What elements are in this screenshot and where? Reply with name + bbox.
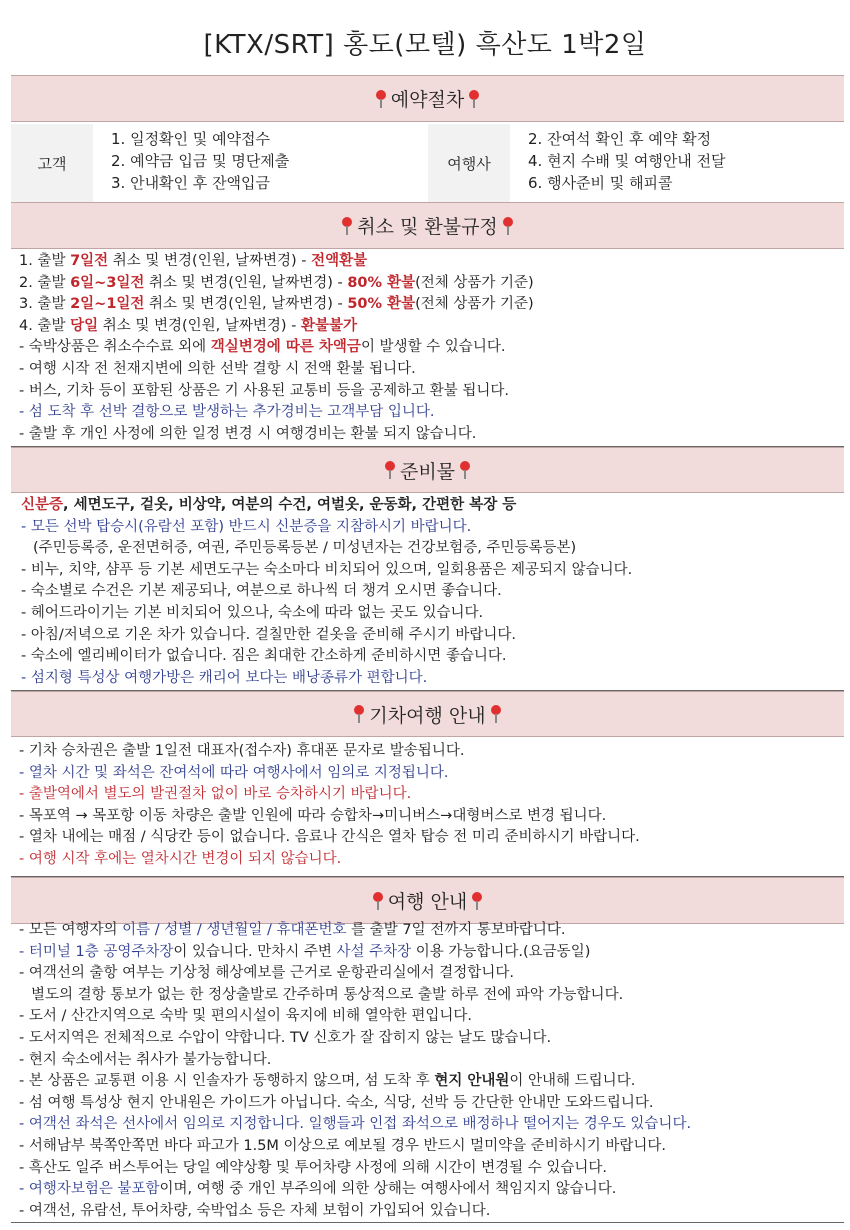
text-segment: - 섬지형 특성상 여행가방은 캐리어 보다는 배낭종류가 편합니다. bbox=[21, 669, 428, 686]
list-item bbox=[19, 424, 849, 446]
supplies-list bbox=[21, 495, 850, 689]
text-segment: - 출발역에서 별도의 발권절차 없이 바로 승차하시기 바랍니다. bbox=[19, 786, 412, 803]
list-item bbox=[19, 1179, 849, 1201]
section-title: 기차여행 안내 bbox=[369, 704, 486, 727]
section-header-prep bbox=[11, 447, 844, 493]
text-segment: - 여객선 좌석은 선사에서 임의로 지정합니다. 일행들과 인접 좌석으로 배정하나 떨어지는 경우도 있습니다. bbox=[19, 1116, 692, 1133]
list-item bbox=[21, 538, 850, 560]
pushpin-icon bbox=[471, 892, 483, 910]
text-segment: 이 발생할 수 있습니다. bbox=[360, 339, 506, 356]
section-header-reservation bbox=[11, 75, 844, 122]
list-item bbox=[19, 920, 849, 942]
agency-step: 6. 행사준비 및 해피콜 bbox=[528, 174, 673, 192]
text-segment: 6일~3일전 bbox=[70, 274, 145, 291]
text-segment: (전체 상품가 기준) bbox=[415, 296, 534, 313]
text-segment: 이며, 여행 중 개인 부주의에 의한 상해는 여행사에서 책임지지 않습니다. bbox=[159, 1181, 617, 1198]
text-segment: (주민등록증, 운전면허증, 여권, 주민등록등본 / 미성년자는 건강보험증, 주민등록등본) bbox=[33, 540, 577, 557]
text-segment: - 열차 내에는 매점 / 식당칸 등이 없습니다. 음료나 간식은 열차 탑승 전 미리 준비하시기 바랍니다. bbox=[19, 829, 640, 846]
divider bbox=[11, 1222, 844, 1223]
section-header-cancel bbox=[11, 202, 844, 249]
cancel-policy-list bbox=[19, 251, 849, 445]
text-segment: 취소 및 변경(인원, 날짜변경) - bbox=[144, 274, 348, 291]
list-item bbox=[21, 560, 850, 582]
text-segment: 3. 출발 bbox=[19, 296, 71, 313]
text-segment: - 비누, 치약, 샴푸 등 기본 세면도구는 숙소마다 비치되어 있으며, 일회용품은 제공되지 않습니다. bbox=[21, 561, 633, 578]
list-item bbox=[19, 1201, 849, 1223]
pushpin-icon bbox=[341, 217, 353, 235]
text-segment: 2일~1일전 bbox=[70, 296, 145, 313]
agency-step: 2. 잔여석 확인 후 예약 확정 bbox=[528, 130, 712, 148]
list-item bbox=[19, 337, 849, 359]
text-segment: 사설 주차장 bbox=[336, 943, 412, 960]
list-item bbox=[21, 495, 850, 517]
list-item bbox=[21, 581, 850, 603]
list-item bbox=[19, 741, 849, 763]
list-item bbox=[19, 1006, 849, 1028]
customer-step: 3. 안내확인 후 잔액입금 bbox=[111, 174, 271, 192]
train-guide-list bbox=[19, 741, 849, 871]
text-segment: - 여객선의 출항 여부는 기상청 해상예보를 근거로 운항관리실에서 결정합니다. bbox=[19, 965, 514, 982]
list-item bbox=[19, 1050, 849, 1072]
list-item bbox=[19, 381, 849, 403]
pushpin-icon bbox=[384, 461, 396, 479]
agency-steps bbox=[510, 124, 844, 202]
text-segment: 이름 / 성별 / 생년월일 / 휴대폰번호 bbox=[122, 922, 347, 938]
text-segment: - 섬 여행 특성상 현지 안내원은 가이드가 아닙니다. 숙소, 식당, 선박 등 간단한 안내만 도와드립니다. bbox=[19, 1094, 654, 1111]
list-item bbox=[19, 1093, 849, 1115]
text-segment: 전액환불 bbox=[311, 253, 368, 269]
list-item bbox=[19, 1028, 849, 1050]
customer-step: 2. 예약금 입금 및 명단제출 bbox=[111, 152, 290, 170]
text-segment: - 섬 도착 후 선박 결항으로 발생하는 추가경비는 고객부담 입니다. bbox=[19, 404, 435, 421]
list-item bbox=[21, 646, 850, 668]
text-segment: (전체 상품가 기준) bbox=[415, 274, 534, 291]
pushpin-icon bbox=[459, 461, 471, 479]
list-item bbox=[19, 1071, 849, 1093]
text-segment: 이 있습니다. 만차시 주변 bbox=[173, 943, 337, 960]
list-item bbox=[19, 806, 849, 828]
agency-label: 여행사 bbox=[447, 154, 491, 173]
text-segment: 취소 및 변경(인원, 날짜변경) - bbox=[144, 296, 348, 313]
list-item bbox=[19, 985, 849, 1007]
text-segment: - 서해남부 북쪽안쪽먼 바다 파고가 1.5M 이상으로 예보될 경우 반드시 멀미약을 준비하시기 바랍니다. bbox=[19, 1137, 666, 1154]
section-title: 취소 및 환불규정 bbox=[357, 216, 498, 238]
section-header-train bbox=[11, 691, 844, 737]
travel-guide-list bbox=[19, 920, 849, 1222]
list-item bbox=[19, 763, 849, 785]
pushpin-icon bbox=[502, 217, 514, 235]
text-segment: - 헤어드라이기는 기본 비치되어 있으나, 숙소에 따라 없는 곳도 있습니다. bbox=[21, 604, 484, 621]
agency-step: 4. 현지 수배 및 여행안내 전달 bbox=[528, 152, 726, 170]
pushpin-icon bbox=[375, 90, 387, 108]
text-segment: - 현지 숙소에서는 취사가 불가능합니다. bbox=[19, 1051, 272, 1068]
list-item bbox=[19, 316, 849, 338]
text-segment: - 버스, 기차 등이 포함된 상품은 기 사용된 교통비 등을 공제하고 환불 됩니다. bbox=[19, 382, 509, 399]
text-segment: - 숙소별로 수건은 기본 제공되나, 여분으로 하나씩 더 챙겨 오시면 좋습니다. bbox=[21, 583, 502, 600]
customer-step: 1. 일정확인 및 예약접수 bbox=[111, 130, 271, 148]
text-segment: 당일 bbox=[70, 317, 99, 334]
text-segment: 1. 출발 bbox=[19, 253, 71, 269]
text-segment: - 여행 시작 후에는 열차시간 변경이 되지 않습니다. bbox=[19, 850, 342, 867]
text-segment: - 흑산도 일주 버스투어는 당일 예약상황 및 투어차량 사정에 의해 시간이 변경될 수 있습니다. bbox=[19, 1159, 608, 1176]
text-segment: 별도의 결항 통보가 없는 한 정상출발로 간주하며 통상적으로 출발 하루 전에 파악 가능합니다. bbox=[31, 986, 624, 1003]
list-item bbox=[21, 668, 850, 690]
section-title: 예약절차 bbox=[390, 89, 465, 111]
text-segment: 를 출발 7일 전까지 통보바랍니다. bbox=[346, 922, 566, 938]
reservation-procedure-table bbox=[11, 124, 844, 202]
list-item bbox=[19, 273, 849, 295]
pushpin-icon bbox=[372, 892, 384, 910]
list-item bbox=[19, 784, 849, 806]
text-segment: - 여행 시작 전 천재지변에 의한 선박 결항 시 전액 환불 됩니다. bbox=[19, 360, 416, 377]
list-item bbox=[19, 827, 849, 849]
section-header-travel bbox=[11, 877, 844, 924]
list-item bbox=[21, 517, 850, 539]
text-segment: 2. 출발 bbox=[19, 274, 71, 291]
list-item bbox=[21, 625, 850, 647]
text-segment: 4. 출발 bbox=[19, 317, 71, 334]
list-item bbox=[21, 603, 850, 625]
text-segment: - 숙박상품은 취소수수료 외에 bbox=[19, 339, 211, 356]
list-item bbox=[19, 294, 849, 316]
text-segment: - 아침/저녁으로 기온 차가 있습니다. 걸칠만한 겉옷을 준비해 주시기 바랍니다. bbox=[21, 626, 517, 643]
text-segment: - 목포역 → 목포항 이동 차량은 출발 인원에 따라 승합차→미니버스→대형버스로 변경 됩니다. bbox=[19, 807, 607, 824]
customer-steps bbox=[93, 124, 428, 202]
pushpin-icon bbox=[353, 705, 365, 723]
text-segment: 취소 및 변경(인원, 날짜변경) - bbox=[108, 253, 312, 269]
text-segment: - 모든 선박 탑승시(유람선 포함) 반드시 신분증을 지참하시기 바랍니다. bbox=[21, 518, 472, 535]
text-segment: - 도서지역은 전체적으로 수압이 약합니다. TV 신호가 잘 잡히지 않는 날도 많습니다. bbox=[19, 1029, 552, 1046]
text-segment: - 기차 승차권은 출발 1일전 대표자(접수자) 휴대폰 문자로 발송됩니다. bbox=[19, 743, 465, 759]
customer-label: 고객 bbox=[37, 154, 67, 173]
text-segment: - 숙소에 엘리베이터가 없습니다. 짐은 최대한 간소하게 준비하시면 좋습니다. bbox=[21, 648, 507, 665]
list-item bbox=[19, 1136, 849, 1158]
text-segment: - 열차 시간 및 좌석은 잔여석에 따라 여행사에서 임의로 지정됩니다. bbox=[19, 764, 449, 781]
list-item bbox=[19, 251, 849, 273]
text-segment: 50% 환불 bbox=[347, 296, 416, 313]
page-title: [KTX/SRT] 홍도(모텔) 흑산도 1박2일 bbox=[203, 30, 647, 60]
text-segment: , 세면도구, 겉옷, 비상약, 여분의 수건, 여벌옷, 운동화, 간편한 복장 등 bbox=[63, 497, 517, 513]
text-segment: 취소 및 변경(인원, 날짜변경) - bbox=[98, 317, 301, 334]
list-item bbox=[19, 1114, 849, 1136]
text-segment: - 본 상품은 교통편 이용 시 인솔자가 동행하지 않으며, 섬 도착 후 bbox=[19, 1073, 435, 1090]
list-item bbox=[19, 402, 849, 424]
text-segment: - 모든 여행자의 bbox=[19, 922, 123, 938]
section-title: 여행 안내 bbox=[387, 891, 468, 913]
list-item bbox=[19, 1158, 849, 1180]
text-segment: 이용 가능합니다.(요금동일) bbox=[411, 943, 591, 960]
text-segment: 신분증 bbox=[21, 497, 64, 513]
text-segment: - 도서 / 산간지역으로 숙박 및 편의시설이 육지에 비해 열악한 편입니다. bbox=[19, 1008, 473, 1025]
list-item bbox=[19, 359, 849, 381]
pushpin-icon bbox=[468, 90, 480, 108]
text-segment: 80% 환불 bbox=[347, 274, 416, 291]
text-segment: 객실변경에 따른 차액금 bbox=[210, 339, 361, 356]
text-segment: 7일전 bbox=[70, 253, 109, 269]
text-segment: - 출발 후 개인 사정에 의한 일정 변경 시 여행경비는 환불 되지 않습니다. bbox=[19, 425, 477, 442]
text-segment: 이 안내해 드립니다. bbox=[509, 1073, 636, 1090]
list-item bbox=[19, 963, 849, 985]
text-segment: 환불불가 bbox=[300, 317, 358, 334]
text-segment: - 여객선, 유람선, 투어차량, 숙박업소 등은 자체 보험이 가입되어 있습니다. bbox=[19, 1202, 491, 1219]
section-title: 준비물 bbox=[399, 460, 456, 483]
pushpin-icon bbox=[490, 705, 502, 723]
text-segment: - 여행자보험은 불포함 bbox=[19, 1181, 160, 1198]
list-item bbox=[19, 942, 849, 964]
list-item bbox=[19, 849, 849, 871]
text-segment: 현지 안내원 bbox=[434, 1073, 510, 1090]
text-segment: - 터미널 1층 공영주차장 bbox=[19, 943, 174, 960]
